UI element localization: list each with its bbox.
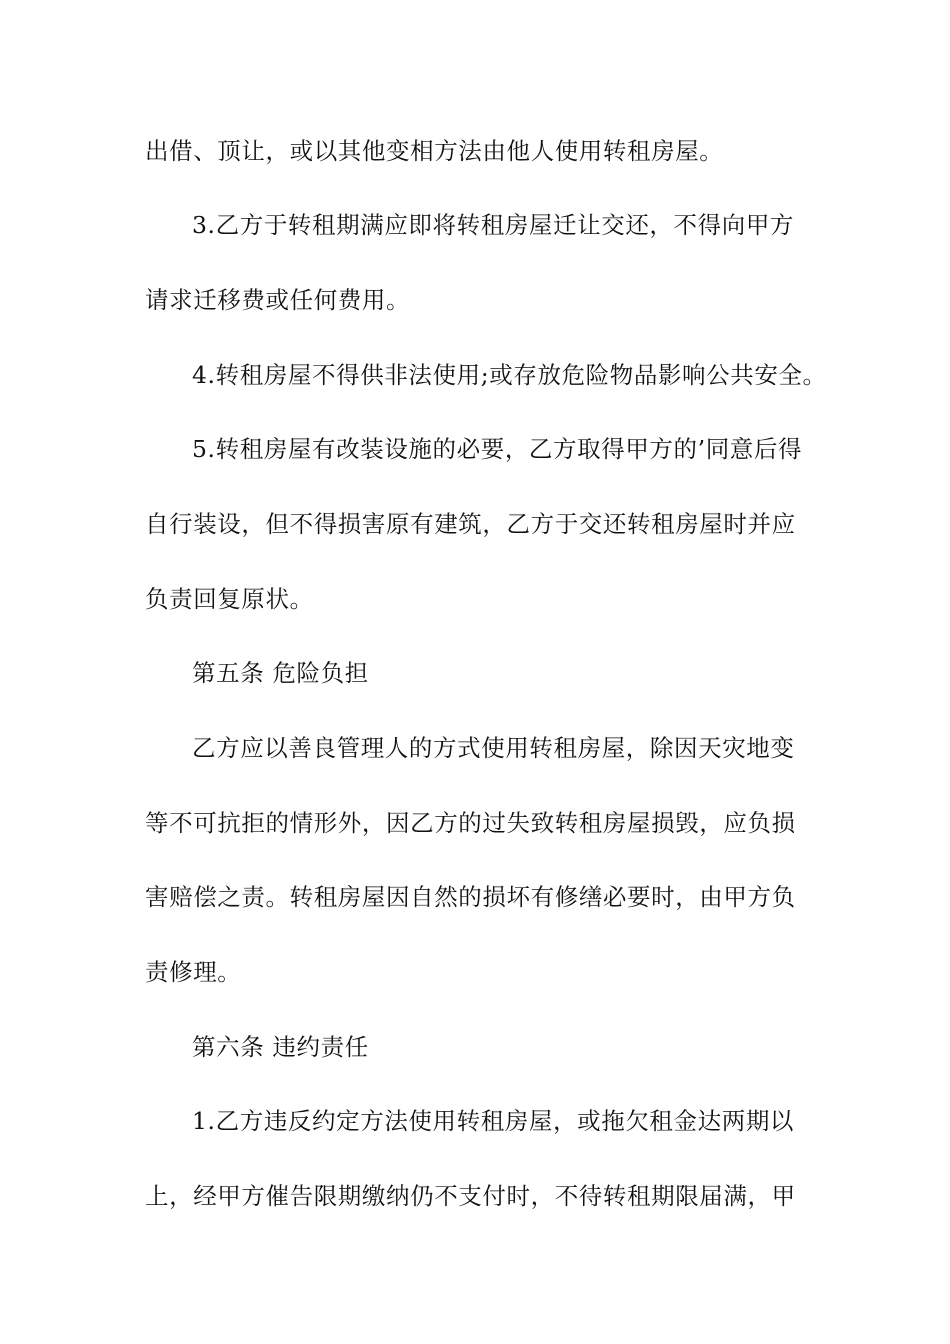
section-heading-article-6: 第六条 违约责任 [192,1033,369,1061]
text-line: 害赔偿之责。转租房屋因自然的损坏有修缮必要时，由甲方负 [145,883,796,911]
text-line: 上，经甲方催告限期缴纳仍不支付时，不待转租期限届满，甲 [145,1182,796,1210]
section-heading-article-5: 第五条 危险负担 [192,659,369,687]
clause-item-1: 1.乙方违反约定方法使用转租房屋，或拖欠租金达两期以 [192,1107,795,1135]
text-line: 负责回复原状。 [145,585,314,613]
clause-item-4: 4.转租房屋不得供非法使用;或存放危险物品影响公共安全。 [192,361,827,389]
text-line: 出借、顶让，或以其他变相方法由他人使用转租房屋。 [145,137,724,165]
clause-item-3: 3.乙方于转租期满应即将转租房屋迁让交还，不得向甲方 [192,211,795,239]
paragraph-start: 乙方应以善良管理人的方式使用转租房屋，除因天灾地变 [192,734,795,762]
text-line: 请求迁移费或任何费用。 [145,286,411,314]
text-line: 自行装设，但不得损害原有建筑，乙方于交还转租房屋时并应 [145,510,796,538]
clause-item-5: 5.转租房屋有改装设施的必要，乙方取得甲方的’同意后得 [192,435,803,463]
text-line: 责修理。 [145,958,242,986]
text-line: 等不可抗拒的情形外，因乙方的过失致转租房屋损毁，应负损 [145,809,796,837]
